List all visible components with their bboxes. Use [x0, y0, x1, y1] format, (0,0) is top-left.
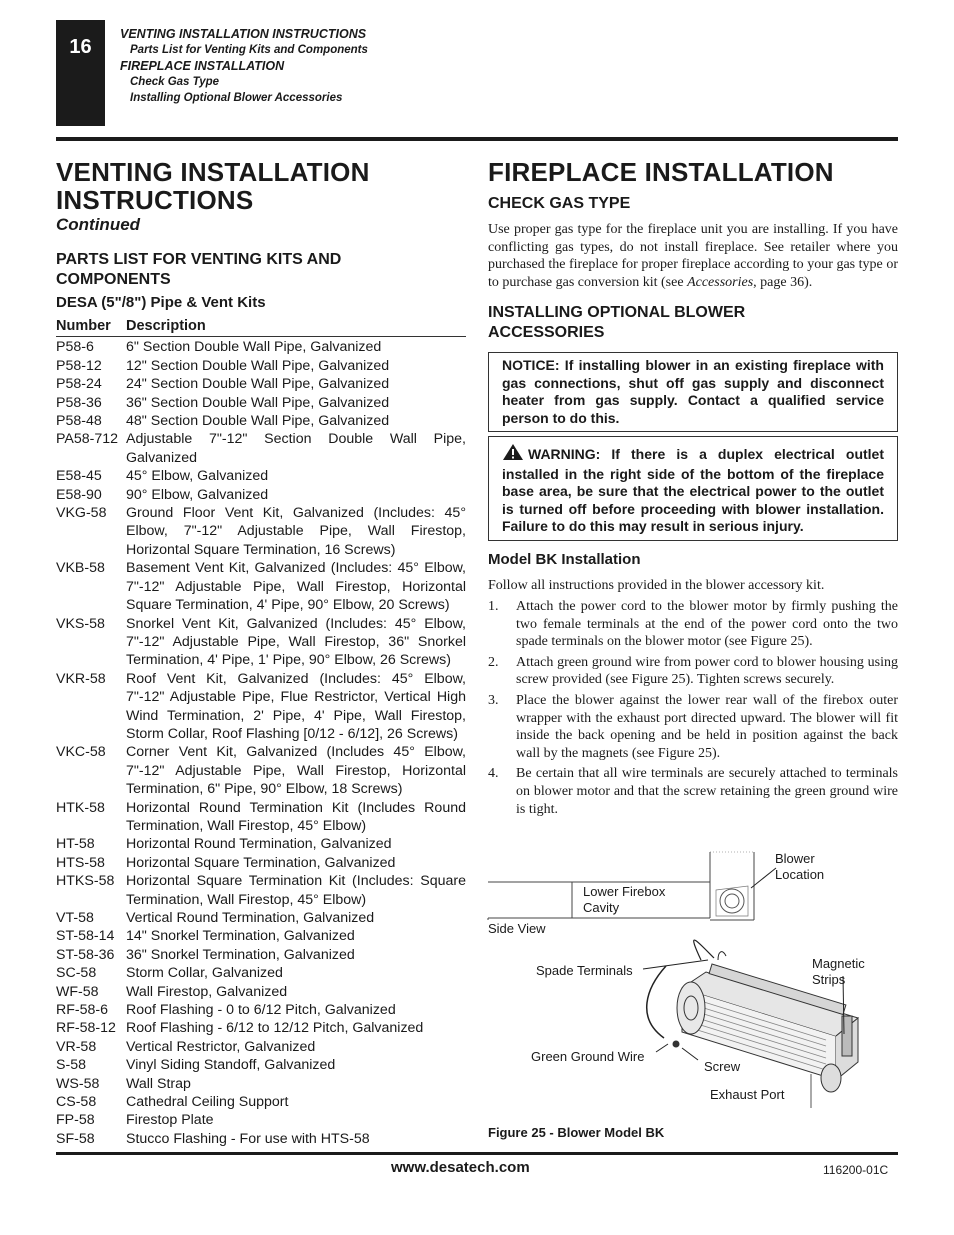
- part-number: ST-58-14: [56, 928, 115, 945]
- label-spade-terminals: Spade Terminals: [536, 963, 633, 978]
- continued-label: Continued: [56, 215, 141, 234]
- label-magnetic-1: Magnetic: [812, 956, 865, 971]
- bottom-divider: [56, 1152, 898, 1155]
- part-description: 45° Elbow, Galvanized: [126, 468, 269, 485]
- page-number-tab: [56, 20, 105, 126]
- step-text: Attach green ground wire from power cord to blower housing using screw provided (see Figure 25). Tighten screws securely.: [516, 654, 898, 688]
- part-number: PA58-712: [56, 431, 119, 448]
- step-number: 4.: [488, 766, 499, 782]
- part-number: P58-6: [56, 339, 94, 356]
- part-number: VKG-58: [56, 505, 107, 522]
- label-blower-location-1: Blower: [775, 851, 815, 866]
- part-description: Adjustable 7"-12" Section Double Wall Pipe, Galvanized: [126, 431, 466, 466]
- venting-title: [56, 158, 370, 214]
- parts-row: [56, 467, 466, 485]
- parts-row: [56, 983, 466, 1001]
- installation-steps: [488, 598, 898, 821]
- parts-row: [56, 1019, 466, 1037]
- parts-row: [56, 430, 466, 467]
- parts-row: [56, 670, 466, 744]
- header-line-4: Check Gas Type: [130, 76, 220, 88]
- top-divider: [56, 137, 898, 141]
- part-number: HT-58: [56, 836, 95, 853]
- label-green-ground: Green Ground Wire: [531, 1049, 645, 1064]
- parts-row: [56, 1111, 466, 1129]
- part-number: RF-58-6: [56, 1002, 109, 1019]
- label-side-view: Side View: [488, 921, 546, 936]
- part-description: 90° Elbow, Galvanized: [126, 486, 269, 503]
- col-number-header: Number: [56, 318, 111, 334]
- check-gas-paragraph: [488, 221, 898, 291]
- parts-row: [56, 1056, 466, 1074]
- part-number: VR-58: [56, 1038, 97, 1055]
- label-exhaust-port: Exhaust Port: [710, 1087, 785, 1102]
- part-number: FP-58: [56, 1112, 95, 1129]
- parts-heading-line2: COMPONENTS: [56, 271, 171, 288]
- step-text: Be certain that all wire terminals are securely attached to terminals on blower motor and that the screw retaining the green ground wire is tight.: [516, 766, 898, 817]
- label-screw: Screw: [704, 1059, 741, 1074]
- part-description: 14" Snorkel Termination, Galvanized: [126, 928, 355, 945]
- parts-row: [56, 338, 466, 356]
- parts-heading-line1: PARTS LIST FOR VENTING KITS AND: [56, 251, 342, 268]
- part-number: ST-58-36: [56, 946, 115, 963]
- part-description: 48" Section Double Wall Pipe, Galvanized: [126, 413, 390, 430]
- step-text: Attach the power cord to the blower motor by firmly pushing the two female terminals at the end of the power cord onto the two spade terminals on the blower motor (see Figure 25).: [516, 599, 898, 650]
- part-description: Vertical Restrictor, Galvanized: [126, 1038, 316, 1055]
- part-number: WF-58: [56, 983, 99, 1000]
- part-number: VKC-58: [56, 744, 106, 761]
- part-number: VKB-58: [56, 560, 105, 577]
- parts-table-header: [56, 317, 466, 337]
- part-number: WS-58: [56, 1075, 100, 1092]
- parts-row: [56, 927, 466, 945]
- part-number: CS-58: [56, 1094, 97, 1111]
- part-number: P58-12: [56, 357, 102, 374]
- parts-row: [56, 964, 466, 982]
- kits-heading: DESA (5"/8") Pipe & Vent Kits: [56, 294, 266, 311]
- part-number: VKR-58: [56, 670, 106, 687]
- fireplace-title: FIREPLACE INSTALLATION: [488, 157, 834, 187]
- blower-heading-line1: INSTALLING OPTIONAL BLOWER: [488, 304, 746, 321]
- page-number: 16: [69, 36, 92, 58]
- part-number: P58-24: [56, 376, 102, 393]
- parts-row: [56, 375, 466, 393]
- part-description: Horizontal Round Termination Kit (Includes Round Termination, Wall Firestop, 45° Elbow): [126, 799, 466, 834]
- warning-icon: [502, 443, 524, 466]
- part-number: E58-90: [56, 486, 102, 503]
- parts-heading: [56, 250, 456, 290]
- part-description: Horizontal Round Termination, Galvanized: [126, 836, 392, 853]
- parts-table: [56, 317, 466, 1148]
- col-description-header: Description: [126, 318, 206, 334]
- part-description: Corner Vent Kit, Galvanized (Includes 45° Elbow, 7"-12" Adjustable Pipe, Wall Firestop, Horizontal Termination, 6" Pipe, 90° Elbow, 18 Screws): [126, 744, 466, 798]
- part-description: Wall Strap: [126, 1075, 191, 1092]
- part-description: Cathedral Ceiling Support: [126, 1094, 289, 1111]
- parts-row: [56, 1093, 466, 1111]
- header-line-2: Parts List for Venting Kits and Components: [130, 44, 368, 56]
- part-description: Roof Flashing - 0 to 6/12 Pitch, Galvanized: [126, 1002, 396, 1019]
- step-item: [488, 654, 898, 689]
- part-number: P58-36: [56, 394, 102, 411]
- blower-figure: [486, 848, 898, 1123]
- parts-row: [56, 946, 466, 964]
- part-number: E58-45: [56, 468, 102, 485]
- parts-row: [56, 615, 466, 670]
- part-number: P58-48: [56, 413, 102, 430]
- check-gas-heading: CHECK GAS TYPE: [488, 195, 631, 212]
- notice-text: NOTICE: If installing blower in an existing fireplace with gas connections, shut off gas supply and disconnect heater from gas supply. Contact a qualified service person to do this.: [502, 357, 884, 426]
- parts-row: [56, 743, 466, 798]
- part-description: Roof Flashing - 6/12 to 12/12 Pitch, Galvanized: [126, 1020, 424, 1037]
- parts-row: [56, 1075, 466, 1093]
- part-description: Vinyl Siding Standoff, Galvanized: [126, 1057, 336, 1074]
- venting-title-line2: INSTRUCTIONS: [56, 185, 254, 215]
- parts-row: [56, 872, 466, 909]
- parts-row: [56, 394, 466, 412]
- part-description: Vertical Round Termination, Galvanized: [126, 910, 375, 926]
- model-heading: Model BK Installation: [488, 551, 641, 568]
- warning-label: WARNING:: [528, 446, 601, 462]
- part-description: 6" Section Double Wall Pipe, Galvanized: [126, 339, 382, 356]
- part-description: Horizontal Square Termination, Galvanized: [126, 854, 396, 871]
- header-line-5: Installing Optional Blower Accessories: [130, 92, 343, 104]
- model-intro: Follow all instructions provided in the blower accessory kit.: [488, 578, 825, 593]
- part-description: Basement Vent Kit, Galvanized (Includes: 45° Elbow, 7"-12" Adjustable Pipe, Wall Firestop, Horizontal Square Termination, 4' Pipe, 90° Elbow, 20 Screws): [126, 560, 466, 614]
- part-number: RF-58-12: [56, 1020, 116, 1037]
- parts-row: [56, 412, 466, 430]
- parts-row: [56, 854, 466, 872]
- warning-box: [488, 436, 898, 541]
- label-blower-location-2: Location: [775, 867, 825, 882]
- header-line-3: FIREPLACE INSTALLATION: [120, 59, 285, 73]
- parts-table-body: [56, 338, 466, 1148]
- part-number: SC-58: [56, 965, 97, 982]
- step-number: 3.: [488, 692, 499, 708]
- step-item: [488, 598, 898, 651]
- parts-row: [56, 559, 466, 614]
- part-description: Storm Collar, Galvanized: [126, 965, 283, 982]
- part-description: 36" Section Double Wall Pipe, Galvanized: [126, 394, 390, 411]
- accessories-ref: Accessories: [687, 274, 754, 290]
- part-number: HTK-58: [56, 799, 105, 816]
- parts-row: [56, 486, 466, 504]
- venting-title-line1: VENTING INSTALLATION: [56, 157, 370, 187]
- part-description: Firestop Plate: [126, 1112, 214, 1129]
- step-text: Place the blower against the lower rear wall of the firebox outer wrapper with the exhaust port directed upward. The blower will fit inside the back opening and be held in position against the back wall by the magnets (see Figure 25).: [516, 692, 898, 761]
- part-number: VKS-58: [56, 615, 105, 632]
- step-item: [488, 765, 898, 818]
- part-number: HTKS-58: [56, 873, 115, 890]
- figure-caption: Figure 25 - Blower Model BK: [488, 1125, 665, 1140]
- part-number: VT-58: [56, 910, 94, 926]
- parts-row: [56, 909, 466, 927]
- footer-doc-number: 116200-01C: [823, 1163, 889, 1177]
- part-description: 24" Section Double Wall Pipe, Galvanized: [126, 376, 390, 393]
- parts-row: [56, 1038, 466, 1056]
- parts-row: [56, 1001, 466, 1019]
- blower-heading: [488, 303, 745, 343]
- part-description: Ground Floor Vent Kit, Galvanized (Includes: 45° Elbow, 7"-12" Adjustable Pipe, Wall Firestop, Horizontal Square Termination, 16 Screws): [126, 505, 466, 558]
- part-number: HTS-58: [56, 854, 105, 871]
- check-gas-text: Use proper gas type for the fireplace unit you are installing. If you have conflicting gas types, do not install fireplace. See retailer where you purchased the fireplace for proper fireplace according to your gas type or to purchase gas conversion kit (see: [488, 222, 898, 290]
- parts-row: [56, 357, 466, 375]
- part-number: S-58: [56, 1057, 86, 1074]
- step-item: [488, 692, 898, 762]
- check-gas-text-end: , page 36).: [753, 274, 813, 290]
- step-number: 2.: [488, 654, 499, 670]
- part-number: SF-58: [56, 1130, 95, 1147]
- parts-row: [56, 799, 466, 836]
- part-description: 12" Section Double Wall Pipe, Galvanized: [126, 357, 390, 374]
- part-description: Wall Firestop, Galvanized: [126, 983, 288, 1000]
- parts-row: [56, 504, 466, 559]
- label-firebox-2: Cavity: [583, 900, 620, 915]
- header-line-1: VENTING INSTALLATION INSTRUCTIONS: [120, 27, 367, 41]
- part-description: Horizontal Square Termination Kit (Includes: Square Termination, Wall Firestop, 45° Elbow): [126, 873, 466, 908]
- part-description: 36" Snorkel Termination, Galvanized: [126, 946, 355, 963]
- part-description: Stucco Flashing - For use with HTS-58: [126, 1130, 370, 1147]
- step-number: 1.: [488, 599, 499, 614]
- warning-text: If there is a duplex electrical outlet installed in the right side of the bottom of the fireplace base area, be sure that the electrical power to the outlet is turned off before proceeding with blower installation. Failure to do this may result in serious injury.: [502, 446, 884, 534]
- part-description: Snorkel Vent Kit, Galvanized (Includes: 45° Elbow, 7"-12" Adjustable Pipe, Wall Firestop, 36" Snorkel Termination, 4' Pipe, 1' Pipe, 90° Elbow, 26 Screws): [126, 615, 466, 669]
- label-firebox-1: Lower Firebox: [583, 884, 666, 899]
- blower-heading-line2: ACCESSORIES: [488, 324, 605, 341]
- label-magnetic-2: Strips: [812, 972, 846, 987]
- notice-box: [488, 352, 898, 432]
- part-description: Roof Vent Kit, Galvanized (Includes: 45° Elbow, 7"-12" Adjustable Pipe, Flue Restrictor, Vertical High Wind Termination, 2' Pipe, 4' Pipe, Wall Firestop, Storm Collar, Roof Flashing [0/12 - 6/12], 26 Screws): [126, 670, 466, 742]
- footer-website[interactable]: www.desatech.com: [391, 1159, 530, 1176]
- parts-row: [56, 1130, 466, 1148]
- parts-row: [56, 835, 466, 853]
